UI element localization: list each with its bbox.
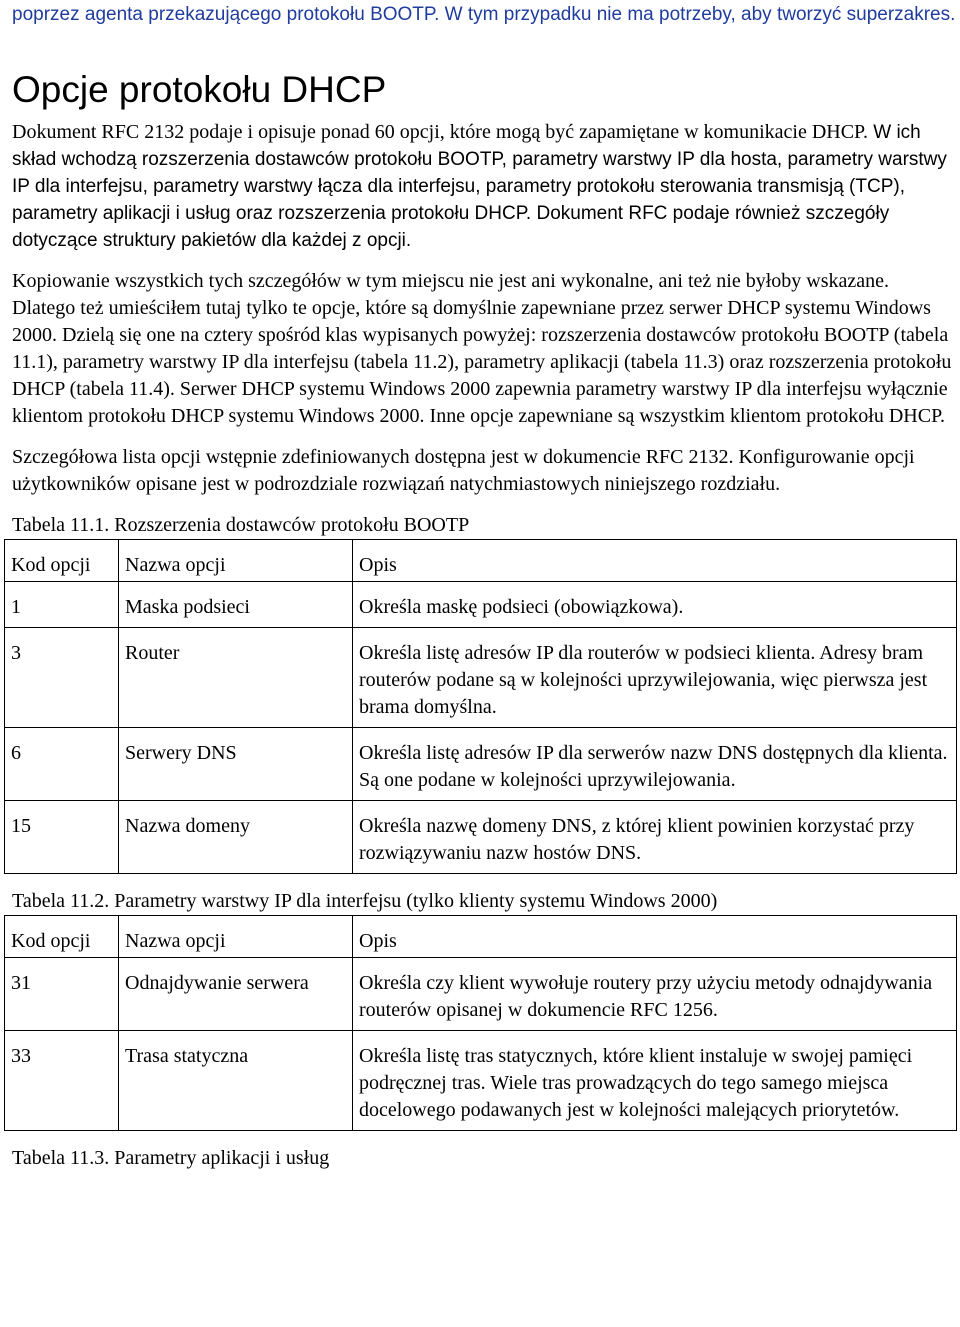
cell-description: Określa maskę podsieci (obowiązkowa). [353,582,957,628]
header-cell-description: Opis [353,540,957,582]
paragraph-rfc-sans: W ich skład wchodzą rozszerzenia dostawców protokołu BOOTP, parametry warstwy IP dla hosta, parametry warstwy IP dla interfejsu, parametry warstwy łącza dla interfejsu, parametry protokołu sterowania transmisją (TCP), parametry aplikacji i usług oraz rozszerzenia protokołu DHCP. Dokument RFC podaje również szczegóły dotyczące struktury pakietów dla każdej z opcji. [12,122,947,251]
header-cell-name: Nazwa opcji [119,916,353,958]
table2-caption: Tabela 11.2. Parametry warstwy IP dla interfejsu (tylko klienty systemu Windows 2000) [12,890,718,912]
table3-caption: Tabela 11.3. Parametry aplikacji i usług [12,1147,330,1169]
cell-code: 33 [5,1031,119,1131]
cell-name: Router [119,628,353,728]
cell-code: 15 [5,801,119,874]
table-row [5,1031,957,1131]
table-row [5,628,957,728]
cell-description: Określa listę adresów IP dla routerów w podsieci klienta. Adresy bram routerów podane są w kolejności uprzywilejowania, więc pierwsza jest brama domyślna. [353,628,957,728]
cell-name: Nazwa domeny [119,801,353,874]
cell-description: Określa nazwę domeny DNS, z której klient powinien korzystać przy rozwiązywaniu nazw hostów DNS. [353,801,957,874]
cell-description: Określa czy klient wywołuje routery przy użyciu metody odnajdywania routerów opisanej w dokumencie RFC 1256. [353,958,957,1031]
header-cell-description: Opis [353,916,957,958]
section-title: Opcje protokołu DHCP [12,69,387,110]
table-header-row [5,916,957,958]
document-page [12,0,956,1172]
cell-description: Określa listę tras statycznych, które klient instaluje w swojej pamięci podręcznej tras. Wiele tras prowadzących do tego samego miejsca docelowego podawanych jest w kolejności malejących priorytetów. [353,1031,957,1131]
table-row [5,728,957,801]
table-row [5,582,957,628]
table-header-row [5,540,957,582]
paragraph-default-options: Kopiowanie wszystkich tych szczegółów w tym miejscu nie jest ani wykonalne, ani też nie byłoby wskazane. Dlatego też umieściłem tutaj tylko te opcje, które są domyślnie zapewniane przez serwer DHCP systemu Windows 2000. Dzielą się one na cztery spośród klas wypisanych powyżej: rozszerzenia dostawców protokołu BOOTP (tabela 11.1), parametry warstwy IP dla interfejsu (tabela 11.2), parametry aplikacji (tabela 11.3) oraz rozszerzenia protokołu DHCP (tabela 11.4). Serwer DHCP systemu Windows 2000 zapewnia parametry warstwy IP dla interfejsu wyłącznie klientom protokołu DHCP systemu Windows 2000. Inne opcje zapewniane są wszystkim klientom protokołu DHCP. [12,270,952,427]
header-cell-name: Nazwa opcji [119,540,353,582]
table-ip-interface-params [4,915,957,1131]
table1-caption: Tabela 11.1. Rozszerzenia dostawców protokołu BOOTP [12,514,470,536]
header-cell-code: Kod opcji [5,540,119,582]
cell-code: 1 [5,582,119,628]
table-bootp-extensions [4,539,957,874]
paragraph-rfc-serif: Dokument RFC 2132 podaje i opisuje ponad 60 opcji, które mogą być zapamiętane w komunikacie DHCP. [12,121,868,143]
table-row [5,958,957,1031]
table-row [5,801,957,874]
paragraph-rfc-reference: Szczegółowa lista opcji wstępnie zdefiniowanych dostępna jest w dokumencie RFC 2132. Konfigurowanie opcji użytkowników opisane jest w podrozdziale rozwiązań natychmiastowych niniejszego rozdziału. [12,446,915,495]
header-cell-code: Kod opcji [5,916,119,958]
paragraph-rfc-overview [12,119,956,254]
cell-name: Odnajdywanie serwera [119,958,353,1031]
intro-continued-text: poprzez agenta przekazującego protokołu BOOTP. W tym przypadku nie ma potrzeby, aby tworzyć superzakres. [12,4,956,25]
cell-name: Trasa statyczna [119,1031,353,1131]
cell-code: 31 [5,958,119,1031]
cell-code: 3 [5,628,119,728]
cell-name: Maska podsieci [119,582,353,628]
cell-code: 6 [5,728,119,801]
cell-description: Określa listę adresów IP dla serwerów nazw DNS dostępnych dla klienta. Są one podane w kolejności uprzywilejowania. [353,728,957,801]
cell-name: Serwery DNS [119,728,353,801]
